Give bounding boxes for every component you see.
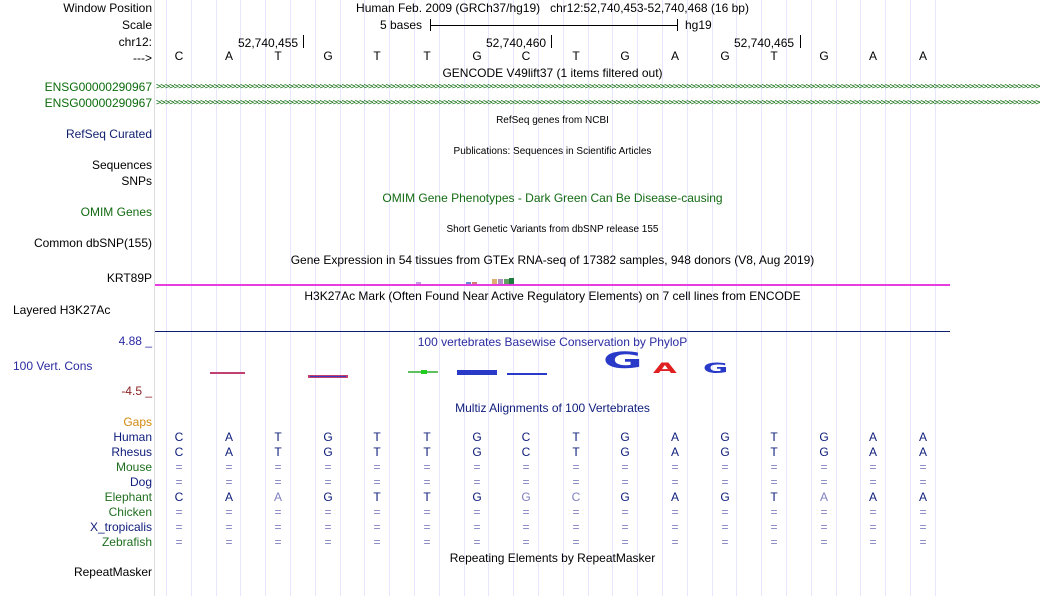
alignment-base: = [175,460,183,474]
alignment-base: = [274,505,282,519]
alignment-base: A [670,490,679,504]
alignment-base: = [225,505,233,519]
alignment-base: A [224,430,233,444]
alignment-base: = [869,520,877,534]
omim-track-label[interactable]: OMIM Genes [80,205,152,219]
cons-mark [210,372,245,374]
reference-base: T [572,49,580,63]
alignment-base: A [918,490,927,504]
alignment-base: T [572,430,580,444]
strand-arrow-label: ---> [133,51,152,65]
alignment-base: T [373,445,381,459]
gencode-track-title: GENCODE V49lift37 (1 items filtered out) [442,66,663,80]
alignment-base: = [621,520,629,534]
window-position-label: Window Position [63,1,152,15]
position-header: Human Feb. 2009 (GRCh37/hg19) chr12:52,740,453-52,740,468 (16 bp) [356,1,749,15]
alignment-base: = [572,535,580,549]
alignment-base: = [721,475,729,489]
alignment-base: G [323,430,333,444]
repeatmasker-track-label[interactable]: RepeatMasker [73,565,152,579]
alignment-base: T [274,430,282,444]
alignment-base: = [373,475,381,489]
species-label[interactable]: Mouse [115,460,152,474]
alignment-base: G [323,445,333,459]
ruler-coord-2: 52,740,460 [486,36,547,50]
alignment-base: = [324,460,332,474]
alignment-base: T [770,445,778,459]
reference-base: A [918,49,927,63]
pubs-sequences-track-label[interactable]: Sequences [91,158,152,172]
dbsnp-track-label[interactable]: Common dbSNP(155) [33,236,152,250]
alignment-base: = [869,505,877,519]
alignment-base: = [770,505,778,519]
cons-track-label[interactable]: 100 Vert. Cons [13,359,93,373]
alignment-base: = [820,475,828,489]
h3k27ac-baseline [155,331,950,332]
alignment-base: A [819,490,828,504]
alignment-base: = [770,460,778,474]
gencode-item-label-2[interactable]: ENSG00000290967 [44,96,152,110]
alignment-base: = [621,460,629,474]
reference-base: A [670,49,679,63]
alignment-base: = [423,520,431,534]
multiz-track-title: Multiz Alignments of 100 Vertebrates [455,401,650,415]
alignment-base: T [423,490,431,504]
alignment-base: = [770,520,778,534]
dbsnp-track-title: Short Genetic Variants from dbSNP release 155 [446,224,659,235]
alignment-base: = [721,505,729,519]
gtex-gene-label[interactable]: KRT89P [106,271,152,285]
scale-bar-left-tick [430,19,431,31]
alignment-base: = [721,460,729,474]
alignment-base: T [423,430,431,444]
refseq-track-title: RefSeq genes from NCBI [496,115,609,126]
alignment-base: = [324,520,332,534]
reference-base: G [323,49,333,63]
reference-base: G [819,49,829,63]
alignment-base: A [224,445,233,459]
alignment-base: = [175,520,183,534]
alignment-base: G [472,490,482,504]
alignment-base: = [274,520,282,534]
alignment-base: A [670,430,679,444]
alignment-base: = [225,535,233,549]
reference-base: T [274,49,282,63]
h3k27ac-track-title: H3K27Ac Mark (Often Found Near Active Regulatory Elements) on 7 cell lines from ENCODE [304,289,801,303]
alignment-base: = [274,460,282,474]
gencode-gene-1[interactable]: >>>>>>>>>>>>>>>>>>>>>>>>>>>>>>>>>>>>>>>>>>>>>>>>>>>>>>>>>>>>>>>>>>>>>>>>>>>>>>>>>>>>>>>>>>>>>>>>>>>>>>>>>>>>>>>>>>>>>>>>>>>>>>>>>>>>>>>>>>>>>>>>>>>>>>>>>>>>>>>>>>>>>>>>>>>>>>>>>>>>>>>>>>>>>>>>>>>>>>>> [156,82,1040,92]
alignment-base: = [820,460,828,474]
ruler-tick-2 [551,35,552,48]
alignment-base: = [869,535,877,549]
gencode-gene-2[interactable]: >>>>>>>>>>>>>>>>>>>>>>>>>>>>>>>>>>>>>>>>>>>>>>>>>>>>>>>>>>>>>>>>>>>>>>>>>>>>>>>>>>>>>>>>>>>>>>>>>>>>>>>>>>>>>>>>>>>>>>>>>>>>>>>>>>>>>>>>>>>>>>>>>>>>>>>>>>>>>>>>>>>>>>>>>>>>>>>>>>>>>>>>>>>>>>>>>>>>>>>> [156,98,1040,108]
alignment-base: T [423,445,431,459]
alignment-base: C [174,445,184,459]
species-label[interactable]: Zebrafish [101,535,152,549]
scale-bar [430,25,678,26]
alignment-base: C [174,490,184,504]
alignment-base: = [423,535,431,549]
alignment-base: G [620,490,630,504]
alignment-base: = [572,460,580,474]
alignment-base: = [373,505,381,519]
omim-track-title: OMIM Gene Phenotypes - Dark Green Can Be Disease-causing [382,191,723,205]
alignment-base: = [621,505,629,519]
alignment-base: G [819,430,829,444]
species-label[interactable]: X_tropicalis [89,520,152,534]
species-label[interactable]: Human [113,430,152,444]
pubs-track-title: Publications: Sequences in Scientific Articles [453,146,652,157]
alignment-base: = [671,460,679,474]
ruler-tick-1 [303,35,304,48]
scale-bar-right-tick [677,19,678,31]
ruler-coord-3: 52,740,465 [734,36,795,50]
alignment-base: = [770,475,778,489]
refseq-track-label[interactable]: RefSeq Curated [65,127,152,141]
alignment-base: = [324,505,332,519]
gencode-item-label-1[interactable]: ENSG00000290967 [44,80,152,94]
alignment-base: A [868,430,877,444]
alignment-base: = [324,475,332,489]
alignment-base: = [522,475,530,489]
ruler-tick-3 [800,35,801,48]
chr-label: chr12: [118,35,152,49]
alignment-base: G [720,445,730,459]
alignment-base: T [274,445,282,459]
alignment-base: = [721,535,729,549]
species-label[interactable]: Rhesus [111,445,152,459]
alignment-base: C [521,445,531,459]
alignment-base: T [373,430,381,444]
species-label[interactable]: Elephant [104,490,152,504]
alignment-base: = [671,505,679,519]
cons-mark [310,376,346,377]
gaps-track-label[interactable]: Gaps [123,415,152,429]
alignment-base: G [720,430,730,444]
alignment-base: = [820,505,828,519]
alignment-base: = [473,475,481,489]
alignment-base: = [770,535,778,549]
alignment-base: C [521,430,531,444]
alignment-base: = [919,520,927,534]
alignment-base: = [869,475,877,489]
cons-min-label: -4.5 _ [121,384,152,398]
alignment-base: A [918,445,927,459]
species-label[interactable]: Chicken [108,505,152,519]
alignment-base: G [472,430,482,444]
alignment-base: T [770,430,778,444]
alignment-base: T [373,490,381,504]
alignment-base: A [670,445,679,459]
alignment-base: = [423,505,431,519]
alignment-base: T [572,445,580,459]
alignment-base: G [323,490,333,504]
reference-base: T [770,49,778,63]
alignment-base: = [919,505,927,519]
alignment-base: G [521,490,531,504]
assembly-label: hg19 [685,18,712,32]
scale-label: Scale [121,18,152,32]
alignment-base: = [919,460,927,474]
alignment-base: T [770,490,778,504]
cons-max-label: 4.88 _ [118,334,152,348]
alignment-base: G [720,490,730,504]
alignment-base: = [869,460,877,474]
repeatmasker-track-title: Repeating Elements by RepeatMasker [449,551,656,565]
alignment-base: = [671,535,679,549]
alignment-base: = [820,535,828,549]
alignment-base: C [571,490,581,504]
cons-logo-letter: A [653,361,677,377]
alignment-base: = [522,505,530,519]
alignment-base: = [373,535,381,549]
alignment-base: = [423,460,431,474]
reference-base: G [620,49,630,63]
alignment-base: = [919,475,927,489]
cons-mark [421,370,427,374]
alignment-base: = [473,505,481,519]
alignment-base: G [620,445,630,459]
alignment-base: = [274,475,282,489]
alignment-base: = [274,535,282,549]
alignment-base: = [572,475,580,489]
alignment-base: = [423,475,431,489]
alignment-base: = [621,535,629,549]
h3k27ac-track-label[interactable]: Layered H3K27Ac [13,303,111,317]
alignment-base: = [671,520,679,534]
cons-mark [507,373,547,375]
alignment-base: G [819,445,829,459]
alignment-base: A [868,445,877,459]
alignment-base: = [572,505,580,519]
cons-mark [457,370,497,375]
reference-base: C [521,49,531,63]
alignment-base: = [473,535,481,549]
alignment-base: = [671,475,679,489]
alignment-base: A [273,490,282,504]
cons-logo-letter: G [703,361,729,377]
alignment-base: = [820,520,828,534]
ruler-coord-1: 52,740,455 [238,36,299,50]
alignment-base: G [620,430,630,444]
alignment-base: = [175,475,183,489]
alignment-base: G [472,445,482,459]
alignment-base: = [225,475,233,489]
alignment-base: = [373,520,381,534]
alignment-base: = [572,520,580,534]
reference-base: G [720,49,730,63]
alignment-base: = [522,535,530,549]
reference-base: A [868,49,877,63]
alignment-base: = [373,460,381,474]
alignment-base: = [919,535,927,549]
alignment-base: = [473,520,481,534]
alignment-base: = [473,460,481,474]
alignment-base: A [224,490,233,504]
cons-track-title: 100 vertebrates Basewise Conservation by PhyloP [417,335,688,349]
reference-base: C [174,49,184,63]
cons-logo-letter: G [603,349,643,374]
gtex-track-title: Gene Expression in 54 tissues from GTEx RNA-seq of 17382 samples, 948 donors (V8, Aug 2019) [290,253,815,267]
alignment-base: A [868,490,877,504]
reference-base: T [373,49,381,63]
reference-base: A [224,49,233,63]
alignment-base: A [918,430,927,444]
alignment-base: = [225,460,233,474]
alignment-base: C [174,430,184,444]
alignment-base: = [721,520,729,534]
pubs-snps-track-label[interactable]: SNPs [121,174,152,188]
alignment-base: = [175,505,183,519]
h3k27ac-signal-line [155,284,950,286]
alignment-base: = [175,535,183,549]
alignment-base: = [225,520,233,534]
alignment-base: = [621,475,629,489]
species-label[interactable]: Dog [129,475,152,489]
alignment-base: = [324,535,332,549]
scale-text: 5 bases [380,18,423,32]
alignment-base: = [522,460,530,474]
reference-base: T [423,49,431,63]
alignment-base: = [522,520,530,534]
reference-base: G [472,49,482,63]
